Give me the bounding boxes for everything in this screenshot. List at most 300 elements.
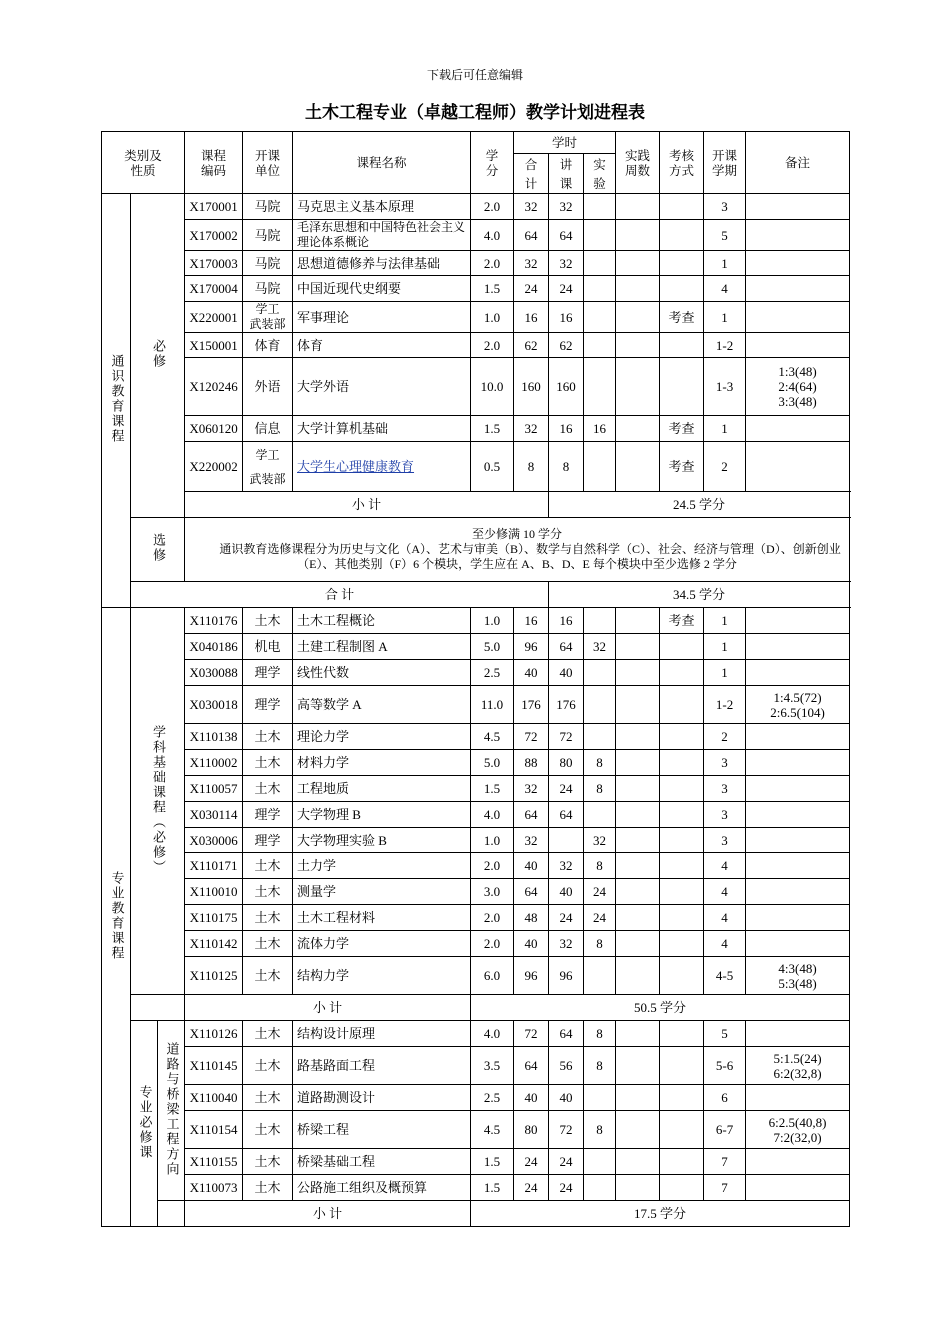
practice-weeks xyxy=(616,1149,660,1175)
course-unit: 理学 xyxy=(243,686,293,724)
hours-total: 176 xyxy=(514,686,549,724)
practice-weeks xyxy=(616,251,660,276)
subject-subtotal-label: 小 计 xyxy=(185,995,471,1021)
remark xyxy=(746,333,850,358)
remark-english-line: 3:3(48) xyxy=(778,394,817,409)
practice-weeks xyxy=(616,442,660,492)
hours-lab: 8 xyxy=(584,750,616,776)
exam-type xyxy=(660,1149,704,1175)
hours-lab xyxy=(584,276,616,302)
exam-type xyxy=(660,251,704,276)
hours-lecture: 72 xyxy=(549,724,584,750)
remark-road-line: 5:1.5(24) xyxy=(773,1050,822,1066)
exam-type xyxy=(660,905,704,931)
practice-weeks xyxy=(616,957,660,995)
course-row xyxy=(102,660,850,686)
course-row xyxy=(102,302,850,333)
course-name: 结构力学 xyxy=(293,957,471,995)
semester: 1-2 xyxy=(704,686,746,724)
remark-math-line: 2:6.5(104) xyxy=(770,704,825,720)
hours-lab xyxy=(584,608,616,634)
hours-lecture: 24 xyxy=(549,1149,584,1175)
course-code: X110145 xyxy=(185,1047,243,1085)
hours-lecture: 24 xyxy=(549,1175,584,1201)
hours-lecture: 16 xyxy=(549,416,584,442)
practice-weeks xyxy=(616,750,660,776)
course-row xyxy=(102,828,850,853)
course-unit: 马院 xyxy=(243,276,293,302)
remark-struct-line: 5:3(48) xyxy=(778,975,817,991)
practice-weeks xyxy=(616,1175,660,1201)
course-unit: 土木 xyxy=(243,1085,293,1111)
semester: 5-6 xyxy=(704,1047,746,1085)
course-code: X040186 xyxy=(185,634,243,660)
remark xyxy=(746,853,850,879)
course-code: X110040 xyxy=(185,1085,243,1111)
remark-bridge-line: 7:2(32,0) xyxy=(773,1129,822,1145)
unit-line: 学工 xyxy=(255,302,280,316)
hours-lecture: 8 xyxy=(549,442,584,492)
practice-weeks xyxy=(616,660,660,686)
hours-total: 48 xyxy=(514,905,549,931)
course-credit: 1.0 xyxy=(471,828,514,853)
group-subject-basic-label: 学科基础课程（必修） xyxy=(150,724,165,875)
hours-lab xyxy=(584,194,616,220)
course-unit xyxy=(243,302,293,333)
remark xyxy=(746,634,850,660)
course-credit: 4.5 xyxy=(471,724,514,750)
hours-lecture: 32 xyxy=(549,931,584,957)
course-code: X170004 xyxy=(185,276,243,302)
course-row xyxy=(102,416,850,442)
hours-lab xyxy=(584,686,616,724)
semester: 6 xyxy=(704,1085,746,1111)
psychology-course-link[interactable]: 大学生心理健康教育 xyxy=(297,459,415,474)
remark xyxy=(746,358,850,416)
remark xyxy=(746,1047,850,1085)
hours-lecture: 40 xyxy=(549,879,584,905)
course-unit: 土木 xyxy=(243,724,293,750)
semester: 4 xyxy=(704,931,746,957)
course-code: X120246 xyxy=(185,358,243,416)
course-code: X110142 xyxy=(185,931,243,957)
hours-lab xyxy=(584,660,616,686)
course-row xyxy=(102,1021,850,1047)
hours-lab: 8 xyxy=(584,776,616,802)
group-elective-label: 选修 xyxy=(150,533,165,563)
course-row xyxy=(102,194,850,220)
general-subtotal xyxy=(102,492,850,518)
hours-lab xyxy=(584,333,616,358)
course-row xyxy=(102,1175,850,1201)
practice-weeks xyxy=(616,931,660,957)
course-code: X110175 xyxy=(185,905,243,931)
group-elective xyxy=(131,518,185,582)
hours-total: 40 xyxy=(514,853,549,879)
teaching-plan-table xyxy=(101,131,850,1227)
hours-lab xyxy=(584,1149,616,1175)
semester: 1 xyxy=(704,634,746,660)
semester: 2 xyxy=(704,442,746,492)
remark-math-line: 1:4.5(72) xyxy=(773,689,822,705)
hours-lab: 8 xyxy=(584,931,616,957)
subtotal-spacer xyxy=(158,1201,185,1227)
remark xyxy=(746,442,850,492)
hours-lab: 16 xyxy=(584,416,616,442)
course-credit: 2.0 xyxy=(471,853,514,879)
course-name: 材料力学 xyxy=(293,750,471,776)
hours-lab: 8 xyxy=(584,1021,616,1047)
course-row xyxy=(102,634,850,660)
remark xyxy=(746,905,850,931)
hours-lecture: 64 xyxy=(549,1021,584,1047)
course-code: X170002 xyxy=(185,220,243,251)
practice-weeks xyxy=(616,879,660,905)
course-name: 中国近现代史纲要 xyxy=(293,276,471,302)
course-unit: 土木 xyxy=(243,1175,293,1201)
hours-lab xyxy=(584,442,616,492)
header-practice-weeks: 实践周数 xyxy=(616,132,660,194)
course-credit: 4.5 xyxy=(471,1111,514,1149)
hours-total: 32 xyxy=(514,251,549,276)
subject-subtotal xyxy=(102,995,850,1021)
course-unit: 马院 xyxy=(243,251,293,276)
remark xyxy=(746,1085,850,1111)
header-hours-total: 合计 xyxy=(514,154,549,194)
hours-total: 160 xyxy=(514,358,549,416)
group-required xyxy=(131,194,185,518)
header-hours-lecture: 讲课 xyxy=(549,154,584,194)
practice-weeks xyxy=(616,194,660,220)
hours-lecture: 24 xyxy=(549,905,584,931)
group-road-bridge-label: 道路与桥梁工程方向 xyxy=(163,1041,179,1177)
remark-struct-line: 4:3(48) xyxy=(778,960,817,976)
course-credit: 1.5 xyxy=(471,416,514,442)
semester: 1 xyxy=(704,251,746,276)
course-code: X110176 xyxy=(185,608,243,634)
hours-total: 40 xyxy=(514,931,549,957)
course-name: 马克思主义基本原理 xyxy=(293,194,471,220)
course-code: X110138 xyxy=(185,724,243,750)
course-credit: 1.5 xyxy=(471,776,514,802)
general-total xyxy=(102,582,850,608)
header-credit: 学分 xyxy=(471,132,514,194)
practice-weeks xyxy=(616,802,660,828)
subtotal-spacer xyxy=(131,995,185,1021)
course-name: 线性代数 xyxy=(293,660,471,686)
semester: 3 xyxy=(704,828,746,853)
hours-lab xyxy=(584,724,616,750)
group-subject-basic xyxy=(131,608,185,995)
remark xyxy=(746,776,850,802)
course-unit: 土木 xyxy=(243,905,293,931)
course-row xyxy=(102,686,850,724)
semester: 4 xyxy=(704,276,746,302)
practice-weeks xyxy=(616,776,660,802)
course-unit: 理学 xyxy=(243,802,293,828)
exam-type xyxy=(660,776,704,802)
course-name: 思想道德修养与法律基础 xyxy=(293,251,471,276)
hours-total: 62 xyxy=(514,333,549,358)
hours-lecture: 32 xyxy=(549,853,584,879)
course-credit: 1.5 xyxy=(471,1149,514,1175)
hours-lecture: 80 xyxy=(549,750,584,776)
course-code: X110155 xyxy=(185,1149,243,1175)
exam-type xyxy=(660,333,704,358)
course-unit: 土木 xyxy=(243,853,293,879)
hours-total: 64 xyxy=(514,220,549,251)
elective-desc: 通识教育选修课程分为历史与文化（A）、艺术与审美（B）、数学与自然科学（C）、社会、经济与管理（D）、创新创业（E）、其他类别（F）6 个模块，学生应在 A、B、D、E 每个模块中至少选修 2 学分 xyxy=(219,542,841,571)
practice-weeks xyxy=(616,1047,660,1085)
header-hours: 学时 xyxy=(514,132,616,154)
course-unit: 外语 xyxy=(243,358,293,416)
hours-total: 16 xyxy=(514,302,549,333)
semester: 3 xyxy=(704,802,746,828)
group-professional-label: 专业教育课程 xyxy=(108,870,124,961)
course-row xyxy=(102,608,850,634)
exam-type xyxy=(660,1085,704,1111)
major-subtotal-label: 小 计 xyxy=(185,1201,471,1227)
remark xyxy=(746,931,850,957)
practice-weeks xyxy=(616,220,660,251)
header-name: 课程名称 xyxy=(293,132,471,194)
course-credit: 3.5 xyxy=(471,1047,514,1085)
remark xyxy=(746,750,850,776)
remark xyxy=(746,1021,850,1047)
hours-lecture: 16 xyxy=(549,608,584,634)
remark xyxy=(746,1111,850,1149)
course-credit: 5.0 xyxy=(471,750,514,776)
course-name: 大学物理实验 B xyxy=(293,828,471,853)
remark xyxy=(746,828,850,853)
course-name: 毛泽东思想和中国特色社会主义理论体系概论 xyxy=(293,220,471,251)
course-unit: 土木 xyxy=(243,879,293,905)
course-code: X110154 xyxy=(185,1111,243,1149)
course-unit: 土木 xyxy=(243,1149,293,1175)
semester: 7 xyxy=(704,1175,746,1201)
course-unit: 理学 xyxy=(243,660,293,686)
course-name: 大学物理 B xyxy=(293,802,471,828)
course-name: 大学计算机基础 xyxy=(293,416,471,442)
group-major-required-label: 专业必修课 xyxy=(136,1084,152,1160)
course-credit: 4.0 xyxy=(471,220,514,251)
course-credit: 4.0 xyxy=(471,802,514,828)
course-name: 测量学 xyxy=(293,879,471,905)
semester: 5 xyxy=(704,1021,746,1047)
group-general xyxy=(102,194,131,608)
course-unit: 体育 xyxy=(243,333,293,358)
semester: 3 xyxy=(704,750,746,776)
practice-weeks xyxy=(616,358,660,416)
semester: 3 xyxy=(704,194,746,220)
exam-type xyxy=(660,220,704,251)
practice-weeks xyxy=(616,1085,660,1111)
practice-weeks xyxy=(616,276,660,302)
hours-lab: 32 xyxy=(584,634,616,660)
course-credit: 2.0 xyxy=(471,905,514,931)
hours-lab xyxy=(584,957,616,995)
exam-type: 考查 xyxy=(660,608,704,634)
header-unit: 开课单位 xyxy=(243,132,293,194)
elective-description xyxy=(185,518,850,582)
exam-type xyxy=(660,686,704,724)
practice-weeks xyxy=(616,608,660,634)
hours-lab xyxy=(584,220,616,251)
hours-lecture: 64 xyxy=(549,802,584,828)
hours-lab xyxy=(584,802,616,828)
hours-total: 24 xyxy=(514,1175,549,1201)
major-subtotal xyxy=(102,1201,850,1227)
course-credit: 0.5 xyxy=(471,442,514,492)
hours-lab xyxy=(584,358,616,416)
general-total-label: 合 计 xyxy=(131,582,549,608)
semester: 1-3 xyxy=(704,358,746,416)
remark-english-line: 2:4(64) xyxy=(778,379,817,394)
course-name: 理论力学 xyxy=(293,724,471,750)
hours-total: 16 xyxy=(514,608,549,634)
course-credit: 1.0 xyxy=(471,302,514,333)
course-unit xyxy=(243,442,293,492)
practice-weeks xyxy=(616,416,660,442)
course-name: 高等数学 A xyxy=(293,686,471,724)
practice-weeks xyxy=(616,828,660,853)
course-code: X170003 xyxy=(185,251,243,276)
exam-type xyxy=(660,724,704,750)
exam-type xyxy=(660,358,704,416)
course-row xyxy=(102,879,850,905)
exam-type xyxy=(660,957,704,995)
remark xyxy=(746,276,850,302)
remark xyxy=(746,1175,850,1201)
course-name: 路基路面工程 xyxy=(293,1047,471,1085)
course-name: 道路勘测设计 xyxy=(293,1085,471,1111)
remark-road-line: 6:2(32,8) xyxy=(773,1065,822,1081)
hours-lecture: 40 xyxy=(549,660,584,686)
semester: 1 xyxy=(704,302,746,333)
hours-total: 80 xyxy=(514,1111,549,1149)
course-code: X030114 xyxy=(185,802,243,828)
course-credit: 2.5 xyxy=(471,660,514,686)
hours-lecture: 176 xyxy=(549,686,584,724)
hours-lecture: 64 xyxy=(549,634,584,660)
semester: 4 xyxy=(704,853,746,879)
hours-total: 64 xyxy=(514,802,549,828)
semester: 2 xyxy=(704,724,746,750)
header-code: 课程编码 xyxy=(185,132,243,194)
course-name: 体育 xyxy=(293,333,471,358)
hours-lab xyxy=(584,251,616,276)
exam-type xyxy=(660,660,704,686)
course-unit: 土木 xyxy=(243,957,293,995)
exam-type xyxy=(660,1111,704,1149)
group-required-label: 必修 xyxy=(150,339,165,369)
course-row xyxy=(102,750,850,776)
remark xyxy=(746,724,850,750)
hours-lecture: 72 xyxy=(549,1111,584,1149)
hours-total: 72 xyxy=(514,724,549,750)
course-name: 大学外语 xyxy=(293,358,471,416)
hours-total: 40 xyxy=(514,660,549,686)
exam-type xyxy=(660,879,704,905)
semester: 5 xyxy=(704,220,746,251)
course-row xyxy=(102,1085,850,1111)
course-credit: 5.0 xyxy=(471,634,514,660)
hours-lab xyxy=(584,302,616,333)
course-unit: 机电 xyxy=(243,634,293,660)
course-row xyxy=(102,1111,850,1149)
course-code: X110171 xyxy=(185,853,243,879)
remark xyxy=(746,879,850,905)
group-general-label: 通识教育课程 xyxy=(108,354,124,444)
major-subtotal-value: 17.5 学分 xyxy=(471,1201,850,1227)
hours-total: 96 xyxy=(514,634,549,660)
course-name: 工程地质 xyxy=(293,776,471,802)
hours-lab: 32 xyxy=(584,828,616,853)
course-unit: 土木 xyxy=(243,1047,293,1085)
course-code: X220001 xyxy=(185,302,243,333)
remark xyxy=(746,251,850,276)
course-code: X110010 xyxy=(185,879,243,905)
course-unit: 土木 xyxy=(243,1021,293,1047)
semester: 1 xyxy=(704,660,746,686)
course-row xyxy=(102,905,850,931)
course-credit: 11.0 xyxy=(471,686,514,724)
hours-lecture: 24 xyxy=(549,276,584,302)
course-row xyxy=(102,776,850,802)
course-unit: 土木 xyxy=(243,776,293,802)
course-unit: 信息 xyxy=(243,416,293,442)
practice-weeks xyxy=(616,1111,660,1149)
exam-type xyxy=(660,931,704,957)
course-row xyxy=(102,853,850,879)
remark xyxy=(746,416,850,442)
hours-lab: 24 xyxy=(584,905,616,931)
remark xyxy=(746,608,850,634)
practice-weeks xyxy=(616,905,660,931)
course-credit: 2.0 xyxy=(471,194,514,220)
exam-type xyxy=(660,1175,704,1201)
course-row xyxy=(102,931,850,957)
course-credit: 4.0 xyxy=(471,1021,514,1047)
course-unit: 土木 xyxy=(243,1111,293,1149)
practice-weeks xyxy=(616,634,660,660)
course-unit: 土木 xyxy=(243,750,293,776)
remark xyxy=(746,194,850,220)
hours-total: 32 xyxy=(514,776,549,802)
hours-total: 32 xyxy=(514,416,549,442)
course-name: 军事理论 xyxy=(293,302,471,333)
course-credit: 1.5 xyxy=(471,276,514,302)
general-subtotal-value: 24.5 学分 xyxy=(549,492,850,518)
semester: 1 xyxy=(704,416,746,442)
hours-total: 32 xyxy=(514,828,549,853)
course-code: X030088 xyxy=(185,660,243,686)
hours-total: 88 xyxy=(514,750,549,776)
practice-weeks xyxy=(616,1021,660,1047)
exam-type xyxy=(660,634,704,660)
course-code: X110125 xyxy=(185,957,243,995)
course-row xyxy=(102,1047,850,1085)
hours-lab: 8 xyxy=(584,853,616,879)
general-total-value: 34.5 学分 xyxy=(549,582,850,608)
course-row xyxy=(102,358,850,416)
course-row xyxy=(102,442,850,492)
course-name: 结构设计原理 xyxy=(293,1021,471,1047)
course-credit: 2.5 xyxy=(471,1085,514,1111)
elective-min: 至少修满 10 学分 xyxy=(472,527,563,541)
course-code: X110073 xyxy=(185,1175,243,1201)
hours-total: 24 xyxy=(514,1149,549,1175)
